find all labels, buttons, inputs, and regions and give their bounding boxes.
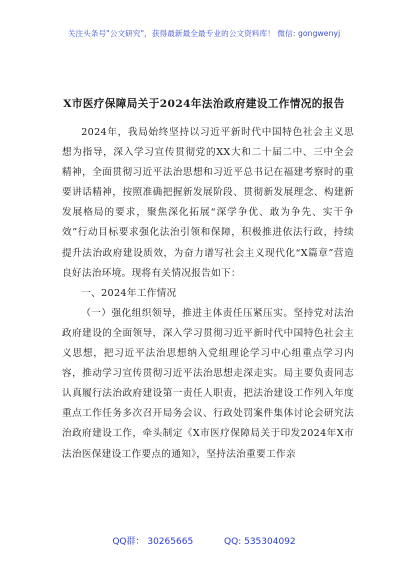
header-note: 关注头条号"公文研究"，获得最新最全最专业的公文资料库！ 微信: gongwenyj xyxy=(67,29,341,38)
footer-qq-group: QQ群： 30265665 xyxy=(112,537,194,547)
document-title: X市医疗保障局关于2024年法治政府建设工作情况的报告 xyxy=(63,98,345,110)
paragraph-intro: 2024年，我局始终坚持以习近平新时代中国特色社会主义思想为指导，深入学习宣传贯彻党的XX大和二十届二中、三中全会精神，全面贯彻习近平法治思想和习近平总书记在福建考察时的重要讲话精神，按照准确把握新发展阶段、贯彻新发展理念、构建新发展格局的要求，聚焦深化拓展“深学争优、敢为争先、实干争效”行动目标要求强化法治引领和保障，积极推进依法行政，持续提升法治政府建设质效，为奋力谱写社会主义现代化“X篇章”营造良好法治环境。现将有关情况报告如下： xyxy=(62,127,354,279)
section-heading: 一、2024年工作情况 xyxy=(81,287,177,299)
document-body xyxy=(62,123,354,465)
footer-contact xyxy=(0,534,408,547)
paragraph-section-1: （一）强化组织领导，推进主体责任压紧压实。坚持党对法治政府建设的全面领导，深入学习贯彻习近平新时代中国特色社会主义思想，把习近平法治思想纳入党组理论学习中心组重点学习内容，推动学习宣传贯彻习近平法治思想走深走实。局主要负责同志认真履行法治政府建设第一责任人职责，把法治建设工作列入年度重点工作任务多次召开局务会议、行政处罚案件集体讨论会研究法治政府建设工作，牵头制定《X市医疗保障局关于印发2024年X市法治医保建设工作要点的通知》，坚持法治重要工作亲 xyxy=(62,307,354,460)
footer-qq: QQ: 535304092 xyxy=(224,537,296,547)
